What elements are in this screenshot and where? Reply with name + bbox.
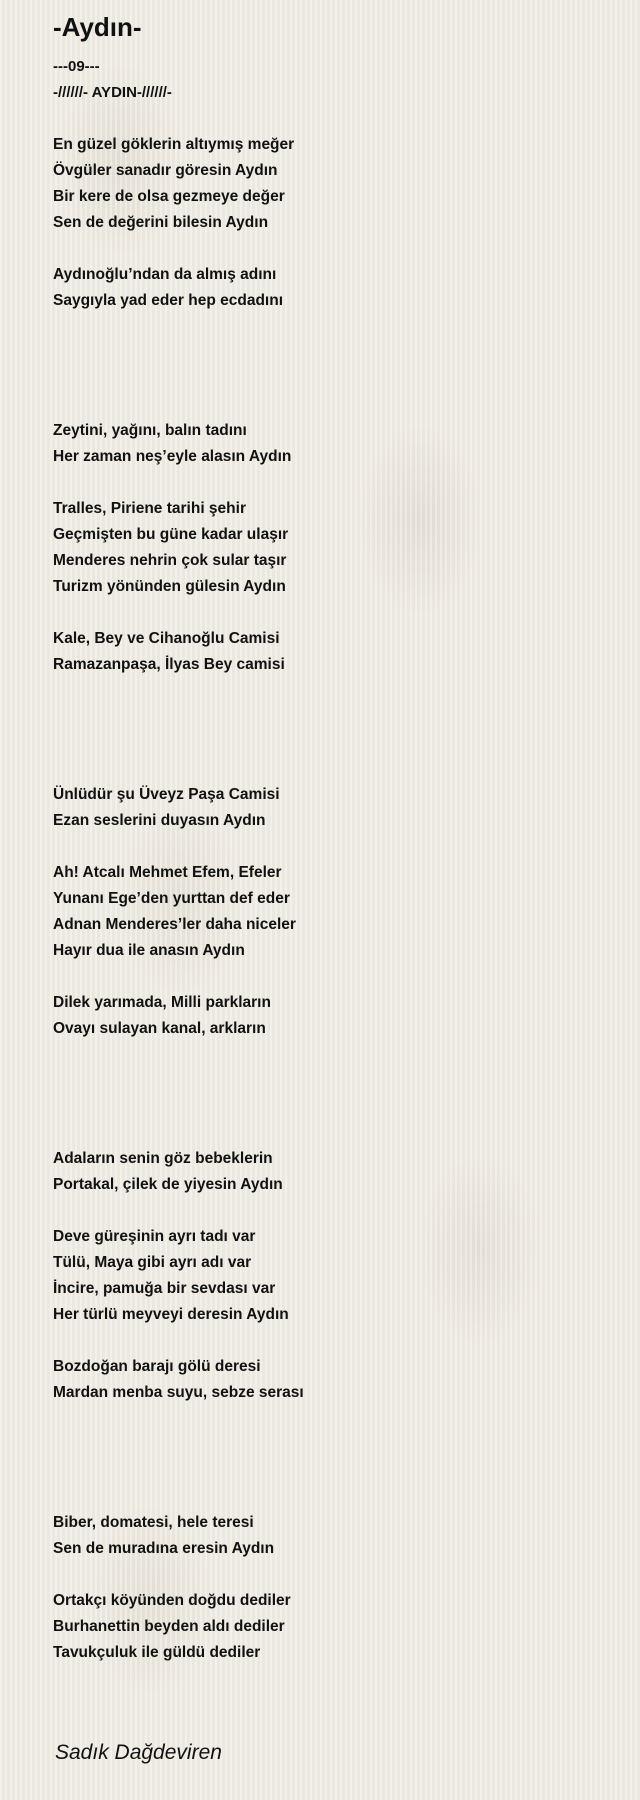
stanza-gap xyxy=(53,834,613,860)
poem-line: Adaların senin göz bebeklerin xyxy=(53,1150,273,1167)
poem-line: Zeytini, yağını, balın tadını xyxy=(53,422,247,439)
stanza-gap xyxy=(53,1406,613,1432)
poem-line: Bir kere de olsa gezmeye değer xyxy=(53,188,285,205)
poem-number: ---09--- xyxy=(53,58,100,75)
stanza-gap xyxy=(53,1094,613,1120)
stanza-gap xyxy=(53,730,613,756)
poem-line: Ortakçı köyünden doğdu dediler xyxy=(53,1592,291,1609)
stanza-gap xyxy=(53,1458,613,1484)
stanza-gap xyxy=(53,1432,613,1458)
stanza-gap xyxy=(53,1198,613,1224)
stanza-gap xyxy=(53,470,613,496)
stanza-gap xyxy=(53,1120,613,1146)
stanza-gap xyxy=(53,340,613,366)
stanza-gap xyxy=(53,392,613,418)
poem-line: En güzel göklerin altıymış meğer xyxy=(53,136,295,153)
poem-line: Her zaman neş’eyle alasın Aydın xyxy=(53,448,292,465)
poem-line: Kale, Bey ve Cihanoğlu Camisi xyxy=(53,630,280,647)
poem-line: Tülü, Maya gibi ayrı adı var xyxy=(53,1254,252,1271)
poem-title: -Aydın- xyxy=(53,12,142,42)
stanza-gap xyxy=(53,704,613,730)
stanza-gap xyxy=(53,314,613,340)
poem-line: Bozdoğan barajı gölü deresi xyxy=(53,1358,261,1375)
stanza-gap xyxy=(53,1042,613,1068)
poem-line: Ramazanpaşa, İlyas Bey camisi xyxy=(53,656,285,673)
poem-line: Ünlüdür şu Üveyz Paşa Camisi xyxy=(53,786,280,803)
poem-body xyxy=(53,132,613,1666)
poem-line: Sen de değerini bilesin Aydın xyxy=(53,214,269,231)
author-signature: Sadık Dağdeviren xyxy=(55,1741,222,1764)
stanza-gap xyxy=(53,1068,613,1094)
poem-line: Biber, domatesi, hele teresi xyxy=(53,1514,254,1531)
poem-line: Deve güreşinin ayrı tadı var xyxy=(53,1228,256,1245)
poem-line: Saygıyla yad eder hep ecdadını xyxy=(53,292,284,309)
stanza-gap xyxy=(53,678,613,704)
poem-line: Geçmişten bu güne kadar ulaşır xyxy=(53,526,289,543)
poem-line: Menderes nehrin çok sular taşır xyxy=(53,552,287,569)
poem-line: Ezan seslerini duyasın Aydın xyxy=(53,812,266,829)
poem-line: Aydınoğlu’ndan da almış adını xyxy=(53,266,277,283)
stanza-gap xyxy=(53,600,613,626)
stanza-gap xyxy=(53,756,613,782)
poem-line: Turizm yönünden gülesin Aydın xyxy=(53,578,286,595)
poem-page xyxy=(53,8,613,1666)
poem-line: Portakal, çilek de yiyesin Aydın xyxy=(53,1176,283,1193)
poem-line: Tavukçuluk ile güldü dediler xyxy=(53,1644,261,1661)
poem-line: Dilek yarımada, Milli parkların xyxy=(53,994,271,1011)
poem-line: Burhanettin beyden aldı dediler xyxy=(53,1618,285,1635)
poem-line: Ovayı sulayan kanal, arkların xyxy=(53,1020,266,1037)
poem-line: Ah! Atcalı Mehmet Efem, Efeler xyxy=(53,864,282,881)
stanza-gap xyxy=(53,366,613,392)
stanza-gap xyxy=(53,1484,613,1510)
poem-line: Övgüler sanadır göresin Aydın xyxy=(53,162,278,179)
poem-line: Yunanı Ege’den yurttan def eder xyxy=(53,890,290,907)
poem-line: Her türlü meyveyi deresin Aydın xyxy=(53,1306,289,1323)
stanza-gap xyxy=(53,1328,613,1354)
poem-line: Tralles, Piriene tarihi şehir xyxy=(53,500,246,517)
poem-line: Sen de muradına eresin Aydın xyxy=(53,1540,275,1557)
poem-line: Hayır dua ile anasın Aydın xyxy=(53,942,245,959)
poem-line: Mardan menba suyu, sebze serası xyxy=(53,1384,304,1401)
stanza-gap xyxy=(53,236,613,262)
poem-line: Adnan Menderes’ler daha niceler xyxy=(53,916,296,933)
stanza-gap xyxy=(53,1562,613,1588)
poem-line: İncire, pamuğa bir sevdası var xyxy=(53,1280,276,1297)
stanza-gap xyxy=(53,964,613,990)
poem-heading: -//////- AYDIN-//////- xyxy=(53,84,172,101)
